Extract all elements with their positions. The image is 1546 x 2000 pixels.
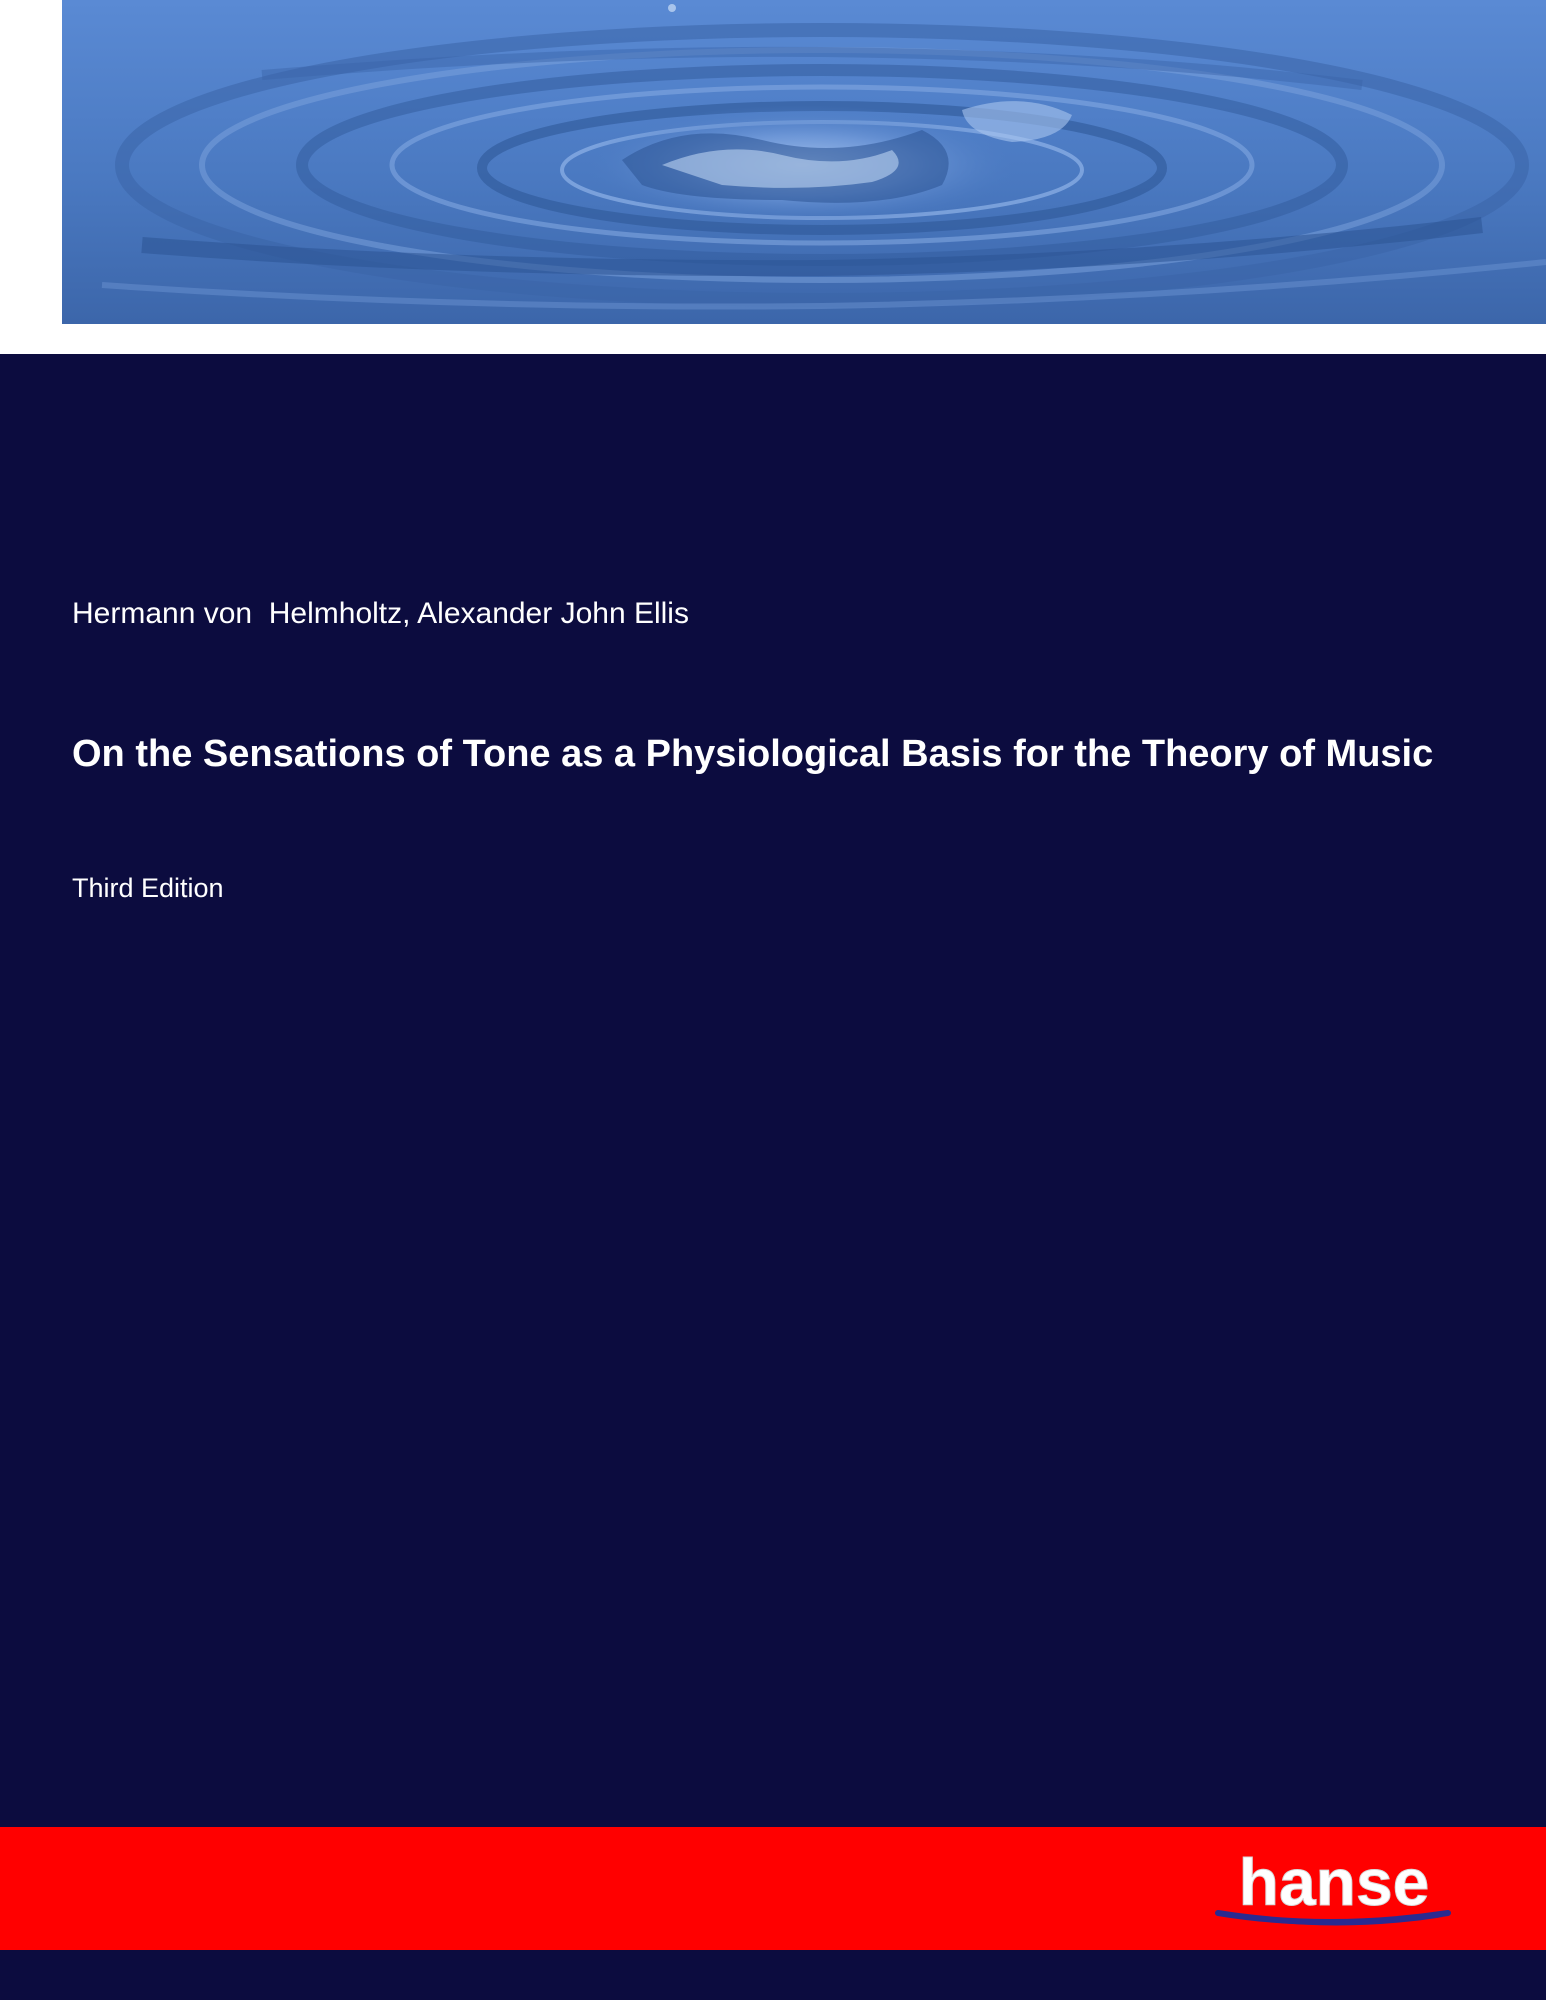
bottom-strip	[0, 1950, 1546, 2000]
edition: Third Edition	[72, 873, 224, 903]
logo-text: hanse	[1238, 1845, 1430, 1919]
book-title: On the Sensations of Tone as a Physiological Basis for the Theory of Music	[72, 733, 1434, 775]
water-ripple-image	[62, 0, 1546, 324]
separator-strip	[0, 344, 1546, 354]
authors: Hermann von Helmholtz, Alexander John Ellis	[72, 597, 689, 630]
hanse-logo	[1208, 1843, 1460, 1939]
